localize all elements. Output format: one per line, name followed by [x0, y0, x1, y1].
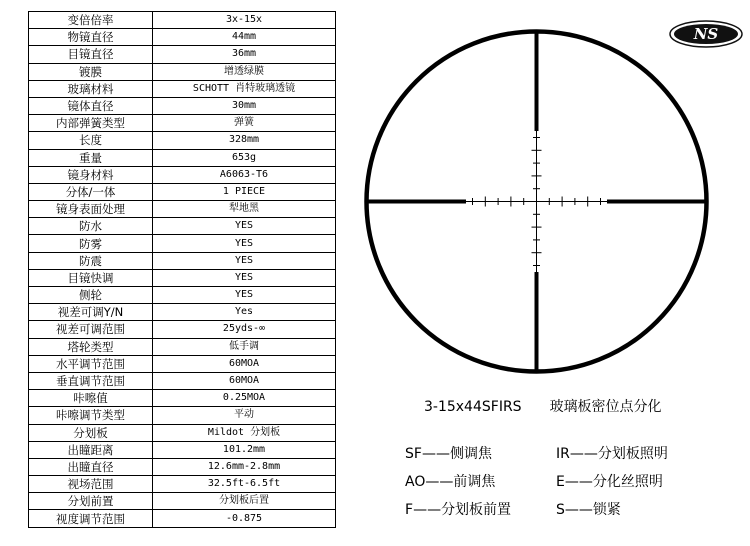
legend-item: [556, 443, 668, 463]
legend-item: [556, 471, 663, 491]
spec-row: [29, 80, 336, 97]
spec-value: Mildot 分划板: [153, 424, 336, 441]
spec-row: [29, 63, 336, 80]
legend-code: AO: [405, 474, 426, 490]
spec-row: [29, 183, 336, 200]
spec-row: [29, 252, 336, 269]
spec-label: 视场范围: [29, 476, 153, 493]
spec-row: [29, 407, 336, 424]
legend-code: E: [556, 474, 565, 490]
spec-label: 塔轮类型: [29, 338, 153, 355]
spec-value: 653g: [153, 149, 336, 166]
spec-label: 视度调节范围: [29, 510, 153, 527]
legend-code: IR: [556, 446, 570, 462]
spec-label: 镀膜: [29, 63, 153, 80]
spec-label: 防水: [29, 218, 153, 235]
spec-row: [29, 218, 336, 235]
legend-dash: ——: [413, 502, 442, 518]
spec-value: -0.875: [153, 510, 336, 527]
spec-value: Yes: [153, 304, 336, 321]
spec-value: 328mm: [153, 132, 336, 149]
spec-row: [29, 476, 336, 493]
spec-row: [29, 441, 336, 458]
spec-value: 3x-15x: [153, 12, 336, 29]
spec-table: [28, 11, 336, 528]
spec-row: [29, 12, 336, 29]
spec-row: [29, 201, 336, 218]
spec-row: [29, 29, 336, 46]
spec-row: [29, 321, 336, 338]
spec-row: [29, 458, 336, 475]
spec-label: 目镜直径: [29, 46, 153, 63]
spec-row: [29, 115, 336, 132]
scope-reticle: [363, 28, 710, 375]
spec-value: YES: [153, 235, 336, 252]
spec-row: [29, 235, 336, 252]
legend-desc: 侧调焦: [449, 446, 492, 462]
spec-row: [29, 46, 336, 63]
spec-label: 防雾: [29, 235, 153, 252]
spec-row: [29, 166, 336, 183]
spec-value: 12.6mm-2.8mm: [153, 458, 336, 475]
legend-dash: ——: [564, 502, 593, 518]
spec-label: 侧轮: [29, 287, 153, 304]
spec-label: 出瞳距离: [29, 441, 153, 458]
legend-dash: ——: [421, 446, 450, 462]
spec-label: 咔嚓调节类型: [29, 407, 153, 424]
spec-value: 平动: [153, 407, 336, 424]
logo-text: NS: [693, 25, 719, 43]
legend-dash: ——: [425, 474, 454, 490]
spec-row: [29, 424, 336, 441]
spec-label: 分划前置: [29, 493, 153, 510]
legend-code: S: [556, 502, 565, 518]
spec-row: [29, 269, 336, 286]
spec-value: YES: [153, 269, 336, 286]
spec-value: 1 PIECE: [153, 183, 336, 200]
spec-label: 长度: [29, 132, 153, 149]
spec-value: 犁地黑: [153, 201, 336, 218]
spec-value: 分划板后置: [153, 493, 336, 510]
spec-label: 重量: [29, 149, 153, 166]
legend-item: [405, 443, 492, 463]
spec-row: [29, 493, 336, 510]
spec-row: [29, 372, 336, 389]
legend-item: [405, 471, 495, 491]
spec-value: 44mm: [153, 29, 336, 46]
spec-label: 视差可调Y/N: [29, 304, 153, 321]
spec-label: 镜体直径: [29, 97, 153, 114]
spec-value: YES: [153, 287, 336, 304]
spec-row: [29, 97, 336, 114]
spec-label: 视差可调范围: [29, 321, 153, 338]
spec-label: 目镜快调: [29, 269, 153, 286]
spec-label: 变倍倍率: [29, 12, 153, 29]
model-name: 3-15x44SFIRS: [424, 399, 522, 415]
legend-item: [405, 499, 511, 519]
spec-value: A6063-T6: [153, 166, 336, 183]
spec-label: 玻璃材料: [29, 80, 153, 97]
spec-value: 25yds-∞: [153, 321, 336, 338]
spec-value: 60MOA: [153, 355, 336, 372]
spec-label: 防震: [29, 252, 153, 269]
spec-label: 物镜直径: [29, 29, 153, 46]
spec-row: [29, 132, 336, 149]
spec-value: 32.5ft-6.5ft: [153, 476, 336, 493]
spec-row: [29, 390, 336, 407]
spec-row: [29, 287, 336, 304]
spec-label: 出瞳直径: [29, 458, 153, 475]
legend-dash: ——: [564, 474, 593, 490]
legend-desc: 分划板照明: [597, 446, 668, 462]
spec-value: SCHOTT 肖特玻璃透镜: [153, 80, 336, 97]
reticle-thin-crosshair: [466, 131, 607, 272]
spec-value: 增透绿膜: [153, 63, 336, 80]
spec-value: 101.2mm: [153, 441, 336, 458]
spec-value: 弹簧: [153, 115, 336, 132]
legend-code: SF: [405, 446, 422, 462]
spec-value: 60MOA: [153, 372, 336, 389]
spec-label: 内部弹簧类型: [29, 115, 153, 132]
spec-label: 水平调节范围: [29, 355, 153, 372]
reticle-description: 玻璃板密位点分化: [549, 399, 662, 415]
legend-code: F: [405, 502, 414, 518]
spec-value: YES: [153, 218, 336, 235]
spec-row: [29, 304, 336, 321]
spec-value: 36mm: [153, 46, 336, 63]
legend-desc: 分划板前置: [441, 502, 512, 518]
spec-row: [29, 355, 336, 372]
legend-desc: 分化丝照明: [592, 474, 663, 490]
spec-label: 分体/一体: [29, 183, 153, 200]
spec-label: 垂直调节范围: [29, 372, 153, 389]
spec-row: [29, 338, 336, 355]
legend-desc: 前调焦: [453, 474, 496, 490]
spec-value: 0.25MOA: [153, 390, 336, 407]
spec-label: 咔嚓值: [29, 390, 153, 407]
spec-label: 镜身表面处理: [29, 201, 153, 218]
spec-value: 30mm: [153, 97, 336, 114]
spec-value: 低手调: [153, 338, 336, 355]
legend-item: [556, 499, 621, 519]
legend-dash: ——: [569, 446, 598, 462]
legend-desc: 锁紧: [592, 502, 621, 518]
spec-label: 分划板: [29, 424, 153, 441]
model-caption: [424, 396, 690, 416]
spec-row: [29, 149, 336, 166]
spec-row: [29, 510, 336, 527]
spec-value: YES: [153, 252, 336, 269]
spec-label: 镜身材料: [29, 166, 153, 183]
